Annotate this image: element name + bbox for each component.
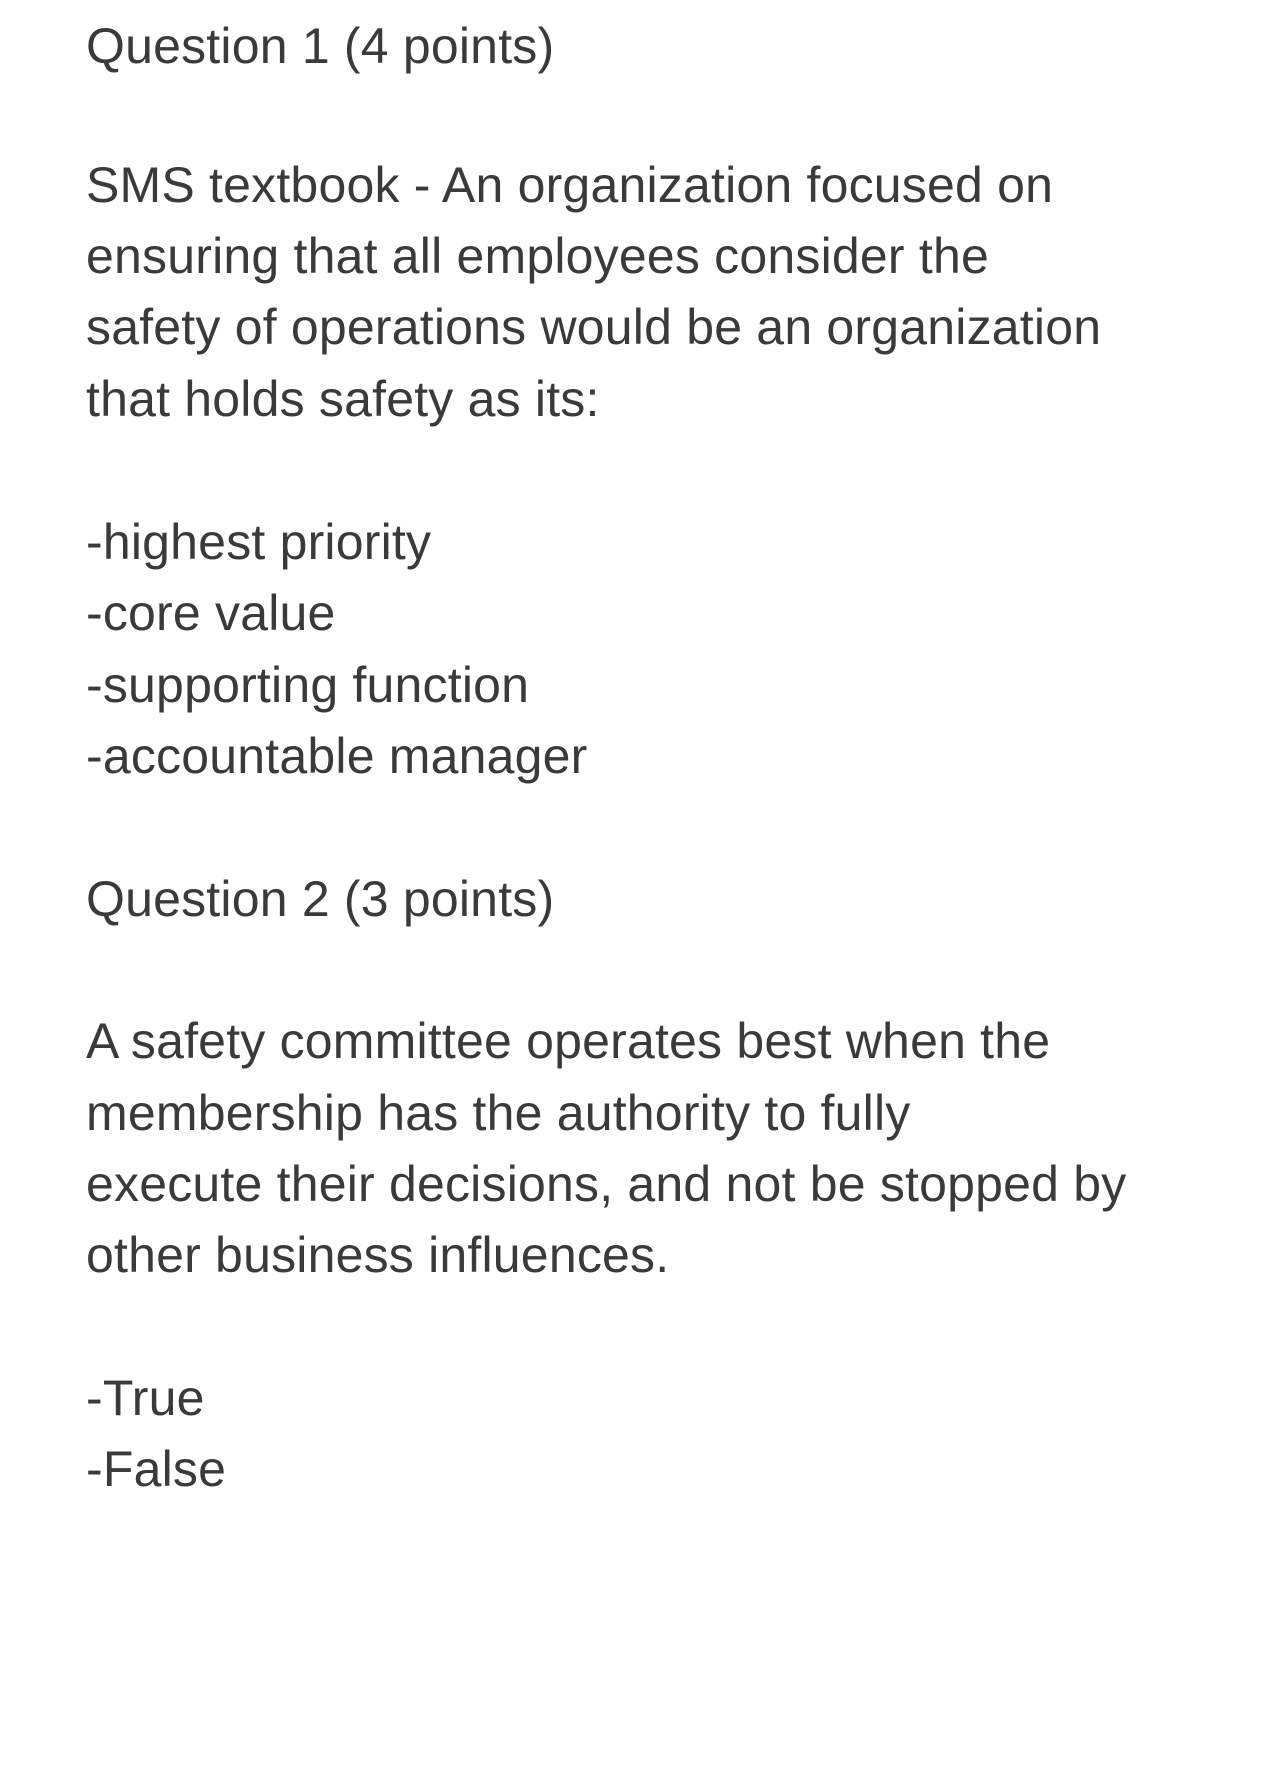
question-2-prompt-line: membership has the authority to fully [86,1085,911,1141]
question-2-prompt-line: other business influences. [86,1227,670,1283]
question-1-option: -highest priority [86,514,432,570]
question-1-option: -accountable manager [86,728,588,784]
question-2-option: -False [86,1441,227,1497]
question-1-prompt-line: that holds safety as its: [86,371,600,427]
question-1-prompt-line: ensuring that all employees consider the [86,228,989,284]
question-2-option: -True [86,1370,205,1426]
question-2-prompt-line: A safety committee operates best when the [86,1013,1051,1069]
question-1-option: -core value [86,585,336,641]
question-1-option: -supporting function [86,657,530,713]
question-1-prompt-line: SMS textbook - An organization focused on [86,157,1054,213]
question-1-prompt-line: safety of operations would be an organization [86,299,1102,355]
question-1-heading: Question 1 (4 points) [86,18,555,74]
question-2-prompt-line: execute their decisions, and not be stopped by [86,1156,1127,1212]
question-2-heading: Question 2 (3 points) [86,871,555,927]
